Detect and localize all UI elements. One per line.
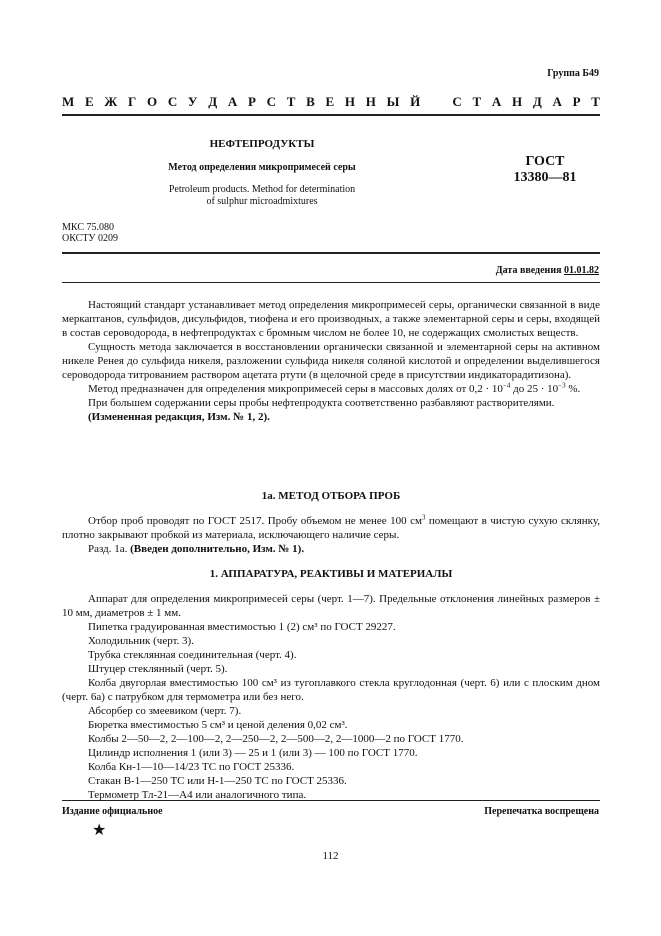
banner-letter: А (552, 94, 562, 109)
equipment-item: Колбы 2—50—2, 2—100—2, 2—250—2, 2—500—2, 2—1000—2 по ГОСТ 1770. (88, 733, 464, 745)
banner-letter: А (227, 94, 238, 109)
section-ref: Разд. 1а. (88, 543, 131, 555)
banner-letter: М (62, 94, 75, 109)
equipment-item: Колба Кн-1—10—14/23 ТС по ГОСТ 25336. (88, 761, 295, 773)
range-text: %. (565, 383, 581, 395)
section-paragraph (62, 542, 600, 556)
exponent: −4 (502, 381, 511, 390)
equipment-item: Бюретка вместимостью 5 см³ и ценой деления 0,02 см³. (88, 719, 348, 731)
section-1a-text (62, 514, 600, 556)
banner-letter: Е (85, 94, 94, 109)
header-rule (62, 114, 600, 116)
intro-text (62, 298, 600, 424)
equipment-item: Колба двугорлая вместимостью 100 см³ из тугоплавкого стекла круглодонная (черт. 6) или с плоским дном (черт. 6а) с патрубком для термометра или без него. (62, 677, 600, 703)
banner-letter: У (187, 94, 198, 109)
reprint-prohibited: Перепечатка воспрещена (484, 806, 599, 817)
exponent: −3 (558, 381, 566, 390)
equipment-list (62, 592, 600, 802)
section-heading-1a: 1а. МЕТОД ОТБОРА ПРОБ (261, 490, 401, 502)
english-title-line2: of sulphur microadmixtures (206, 196, 318, 207)
gost-number: 13380—81 (513, 170, 577, 185)
intro-paragraph: Сущность метода заключается в восстановлении органически связанной и элементарной серы на активном никеле Ренея до сульфида никеля, разложении сульфида никеля соляной кислотой и определении выделившегося сероводорода титрованием раствором ацетата ртути (в щелочной среде в присутствии индикаторадитизона). (62, 341, 600, 381)
intro-paragraph (62, 382, 600, 396)
group-code: Группа Б49 (547, 68, 599, 79)
exponent: 3 (421, 513, 426, 522)
range-text: до 25 · 10 (510, 383, 559, 395)
equipment-item: Трубка стеклянная соединительная (черт. 4). (88, 649, 297, 661)
gost-label: ГОСТ (525, 154, 565, 169)
banner-letter: В (306, 94, 315, 109)
equipment-item: Абсорбер со змеевиком (черт. 7). (88, 705, 242, 717)
banner-letter: Й (410, 94, 421, 109)
banner-letter: Т (286, 94, 296, 109)
banner-letter: С (266, 94, 277, 109)
english-title-line1: Petroleum products. Method for determination (168, 184, 356, 195)
banner-letter: Р (247, 94, 256, 109)
banner-letter: Н (344, 94, 356, 109)
range-text: Метод предназначен для определения микропримесей серы в массовых долях от 0,2 · 10 (88, 383, 503, 395)
date-rule (62, 282, 600, 283)
interstate-standard-banner (62, 94, 600, 110)
doc-subtitle: Метод определения микропримесей серы (168, 162, 356, 173)
banner-letter: Е (325, 94, 335, 109)
introduction-date (496, 265, 599, 276)
banner-letter: Н (365, 94, 376, 109)
date-label: Дата введения (495, 265, 562, 276)
banner-letter: Т (591, 94, 600, 109)
banner-letter: С (452, 94, 462, 109)
page-number: 112 (322, 850, 339, 862)
section-paragraph (62, 514, 600, 542)
equipment-item: Термометр Тл-21—А4 или аналогичного типа. (88, 789, 307, 801)
banner-letter: Ж (104, 94, 118, 109)
banner-letter: А (491, 94, 502, 109)
intro-paragraph: При большем содержании серы пробы нефтепродукта соответственно разбавляют растворителями. (88, 397, 555, 409)
intro-paragraph: Настоящий стандарт устанавливает метод определения микропримесей серы, органически связанной в виде меркаптанов, сульфидов, дисульфидов, тиофена и его производных, а также элементарной серы и серы, входящей в состав сероводорода, в нефтепродуктах с бромным числом не более 10, не содержащих смолистых веществ. (62, 299, 600, 339)
star-icon: ★ (92, 822, 107, 839)
codes-rule (62, 252, 600, 254)
official-edition: Издание официальное (62, 806, 163, 817)
amendment-note: (Введен дополнительно, Изм. № 1). (130, 543, 305, 555)
equipment-item: Цилиндр исполнения 1 (или 3) — 25 и 1 (или 3) — 100 по ГОСТ 1770. (88, 747, 418, 759)
banner-letter: Р (572, 94, 581, 109)
sampling-text: помещают в чистую сухую склянку, плотно закрывают пробкой из материала, исключающего наличие серы. (62, 515, 600, 541)
equipment-item: Штуцер стеклянный (черт. 5). (88, 663, 228, 675)
sampling-text: Отбор проб проводят по ГОСТ 2517. Пробу объемом не менее 100 см (88, 515, 422, 527)
banner-letter: Д (208, 94, 218, 109)
date-value: 01.01.82 (564, 265, 599, 276)
classification-codes (62, 222, 118, 244)
doc-title: НЕФТЕПРОДУКТЫ (209, 138, 315, 150)
banner-letter: Г (127, 94, 137, 109)
footer-rule (62, 800, 600, 801)
banner-letter: С (167, 94, 178, 109)
banner-letter: Н (511, 94, 523, 109)
banner-letter: Т (472, 94, 482, 109)
amendment-note: (Измененная редакция, Изм. № 1, 2). (88, 411, 270, 423)
mks-code: МКС 75.080 (62, 222, 114, 233)
section-heading-1: 1. АППАРАТУРА, РЕАКТИВЫ И МАТЕРИАЛЫ (209, 568, 453, 580)
banner-letter: О (146, 94, 158, 109)
okstu-code: ОКСТУ 0209 (62, 233, 119, 244)
equipment-item: Холодильник (черт. 3). (88, 635, 194, 647)
banner-letter: Ы (386, 94, 400, 109)
equipment-item: Стакан В-1—250 ТС или Н-1—250 ТС по ГОСТ 25336. (88, 775, 347, 787)
equipment-item: Пипетка градуированная вместимостью 1 (2) см³ по ГОСТ 29227. (88, 621, 396, 633)
banner-letter: Д (532, 94, 542, 109)
equipment-item: Аппарат для определения микропримесей серы (черт. 1—7). Предельные отклонения линейных размеров ± 10 мм, диаметров ± 1 мм. (62, 593, 600, 619)
